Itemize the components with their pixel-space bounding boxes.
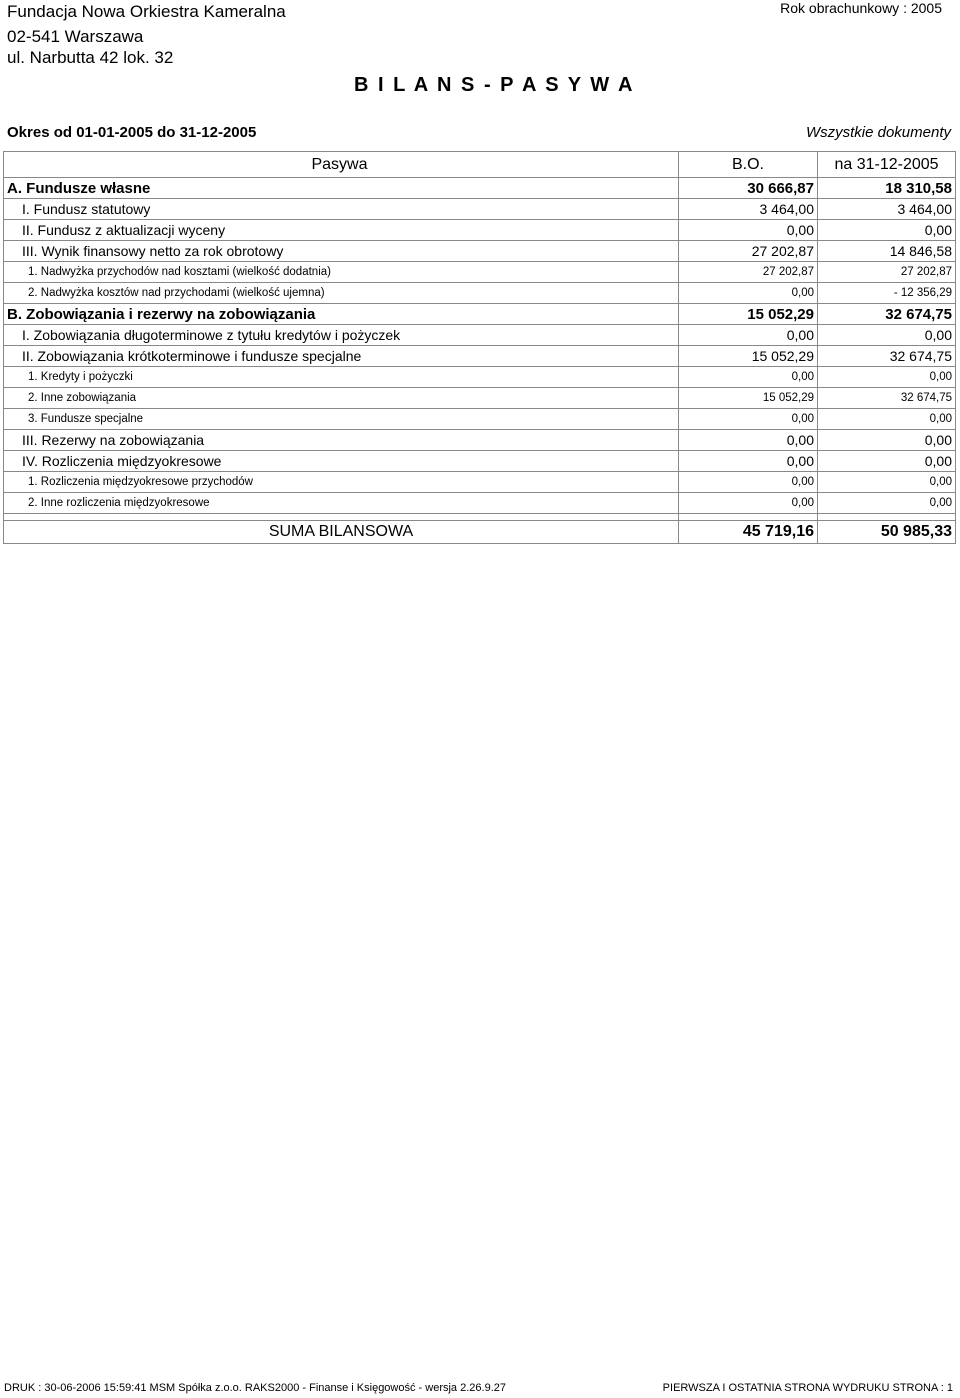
row-end-value: 0,00 <box>818 325 956 346</box>
table-row <box>4 409 956 430</box>
column-header-pasywa: Pasywa <box>4 152 679 178</box>
row-end-value: 0,00 <box>818 493 956 514</box>
fiscal-year-label: Rok obrachunkowy : 2005 <box>780 0 942 16</box>
row-label: 2. Inne zobowiązania <box>4 388 679 409</box>
total-end-value: 50 985,33 <box>818 521 956 544</box>
row-end-value: 0,00 <box>818 409 956 430</box>
row-bo-value: 15 052,29 <box>679 304 818 325</box>
document-title: B I L A N S - P A S Y W A <box>354 74 635 96</box>
row-label: 3. Fundusze specjalne <box>4 409 679 430</box>
row-end-value: - 12 356,29 <box>818 283 956 304</box>
reporting-period: Okres od 01-01-2005 do 31-12-2005 <box>7 124 257 141</box>
table-row <box>4 262 956 283</box>
print-footer-info: DRUK : 30-06-2006 15:59:41 MSM Spółka z.o.o. RAKS2000 - Finanse i Księgowość - wersja 2.26.9.27 <box>4 1382 506 1394</box>
row-end-value: 3 464,00 <box>818 199 956 220</box>
row-bo-value: 30 666,87 <box>679 178 818 199</box>
table-row <box>4 493 956 514</box>
row-end-value: 27 202,87 <box>818 262 956 283</box>
row-end-value: 32 674,75 <box>818 388 956 409</box>
row-end-value: 0,00 <box>818 220 956 241</box>
table-row <box>4 388 956 409</box>
row-label: 2. Nadwyżka kosztów nad przychodami (wielkość ujemna) <box>4 283 679 304</box>
table-row <box>4 367 956 388</box>
column-header-end-date: na 31-12-2005 <box>818 152 956 178</box>
row-end-value: 32 674,75 <box>818 304 956 325</box>
row-label: 1. Rozliczenia międzyokresowe przychodów <box>4 472 679 493</box>
row-bo-value: 0,00 <box>679 325 818 346</box>
table-row <box>4 451 956 472</box>
row-bo-value: 0,00 <box>679 451 818 472</box>
row-bo-value: 0,00 <box>679 409 818 430</box>
column-header-bo: B.O. <box>679 152 818 178</box>
balance-total-row <box>4 521 956 544</box>
row-label: A. Fundusze własne <box>4 178 679 199</box>
row-bo-value: 0,00 <box>679 493 818 514</box>
table-row <box>4 430 956 451</box>
row-end-value: 18 310,58 <box>818 178 956 199</box>
row-label: I. Fundusz statutowy <box>4 199 679 220</box>
row-label: II. Zobowiązania krótkoterminowe i fundusze specjalne <box>4 346 679 367</box>
table-spacer-row <box>4 514 956 521</box>
table-header-row <box>4 152 956 178</box>
row-bo-value: 0,00 <box>679 283 818 304</box>
total-bo-value: 45 719,16 <box>679 521 818 544</box>
total-label: SUMA BILANSOWA <box>4 521 679 544</box>
row-end-value: 14 846,58 <box>818 241 956 262</box>
table-row <box>4 472 956 493</box>
row-bo-value: 27 202,87 <box>679 241 818 262</box>
row-label: III. Rezerwy na zobowiązania <box>4 430 679 451</box>
spacer-cell <box>818 514 956 521</box>
organization-address-line2: ul. Narbutta 42 lok. 32 <box>7 48 174 67</box>
table-row <box>4 199 956 220</box>
row-label: B. Zobowiązania i rezerwy na zobowiązania <box>4 304 679 325</box>
row-end-value: 0,00 <box>818 472 956 493</box>
row-label: I. Zobowiązania długoterminowe z tytułu kredytów i pożyczek <box>4 325 679 346</box>
row-bo-value: 0,00 <box>679 430 818 451</box>
table-row <box>4 325 956 346</box>
row-bo-value: 15 052,29 <box>679 388 818 409</box>
spacer-cell <box>4 514 679 521</box>
row-label: 2. Inne rozliczenia międzyokresowe <box>4 493 679 514</box>
row-bo-value: 0,00 <box>679 367 818 388</box>
row-end-value: 0,00 <box>818 430 956 451</box>
row-bo-value: 27 202,87 <box>679 262 818 283</box>
row-bo-value: 0,00 <box>679 220 818 241</box>
row-label: 1. Nadwyżka przychodów nad kosztami (wielkość dodatnia) <box>4 262 679 283</box>
table-row <box>4 178 956 199</box>
row-bo-value: 0,00 <box>679 472 818 493</box>
table-row <box>4 346 956 367</box>
row-label: 1. Kredyty i pożyczki <box>4 367 679 388</box>
table-row <box>4 283 956 304</box>
row-end-value: 32 674,75 <box>818 346 956 367</box>
row-label: IV. Rozliczenia międzyokresowe <box>4 451 679 472</box>
row-bo-value: 15 052,29 <box>679 346 818 367</box>
table-row <box>4 220 956 241</box>
balance-sheet-table <box>3 151 956 544</box>
row-end-value: 0,00 <box>818 367 956 388</box>
table-row <box>4 241 956 262</box>
row-label: III. Wynik finansowy netto za rok obrotowy <box>4 241 679 262</box>
row-end-value: 0,00 <box>818 451 956 472</box>
row-bo-value: 3 464,00 <box>679 199 818 220</box>
row-label: II. Fundusz z aktualizacji wyceny <box>4 220 679 241</box>
table-row <box>4 304 956 325</box>
documents-scope: Wszystkie dokumenty <box>805 124 951 141</box>
organization-address-line1: 02-541 Warszawa <box>7 27 144 46</box>
spacer-cell <box>679 514 818 521</box>
page-footer-info: PIERWSZA I OSTATNIA STRONA WYDRUKU STRONA : 1 <box>662 1382 953 1394</box>
organization-name: Fundacja Nowa Orkiestra Kameralna <box>7 2 286 21</box>
